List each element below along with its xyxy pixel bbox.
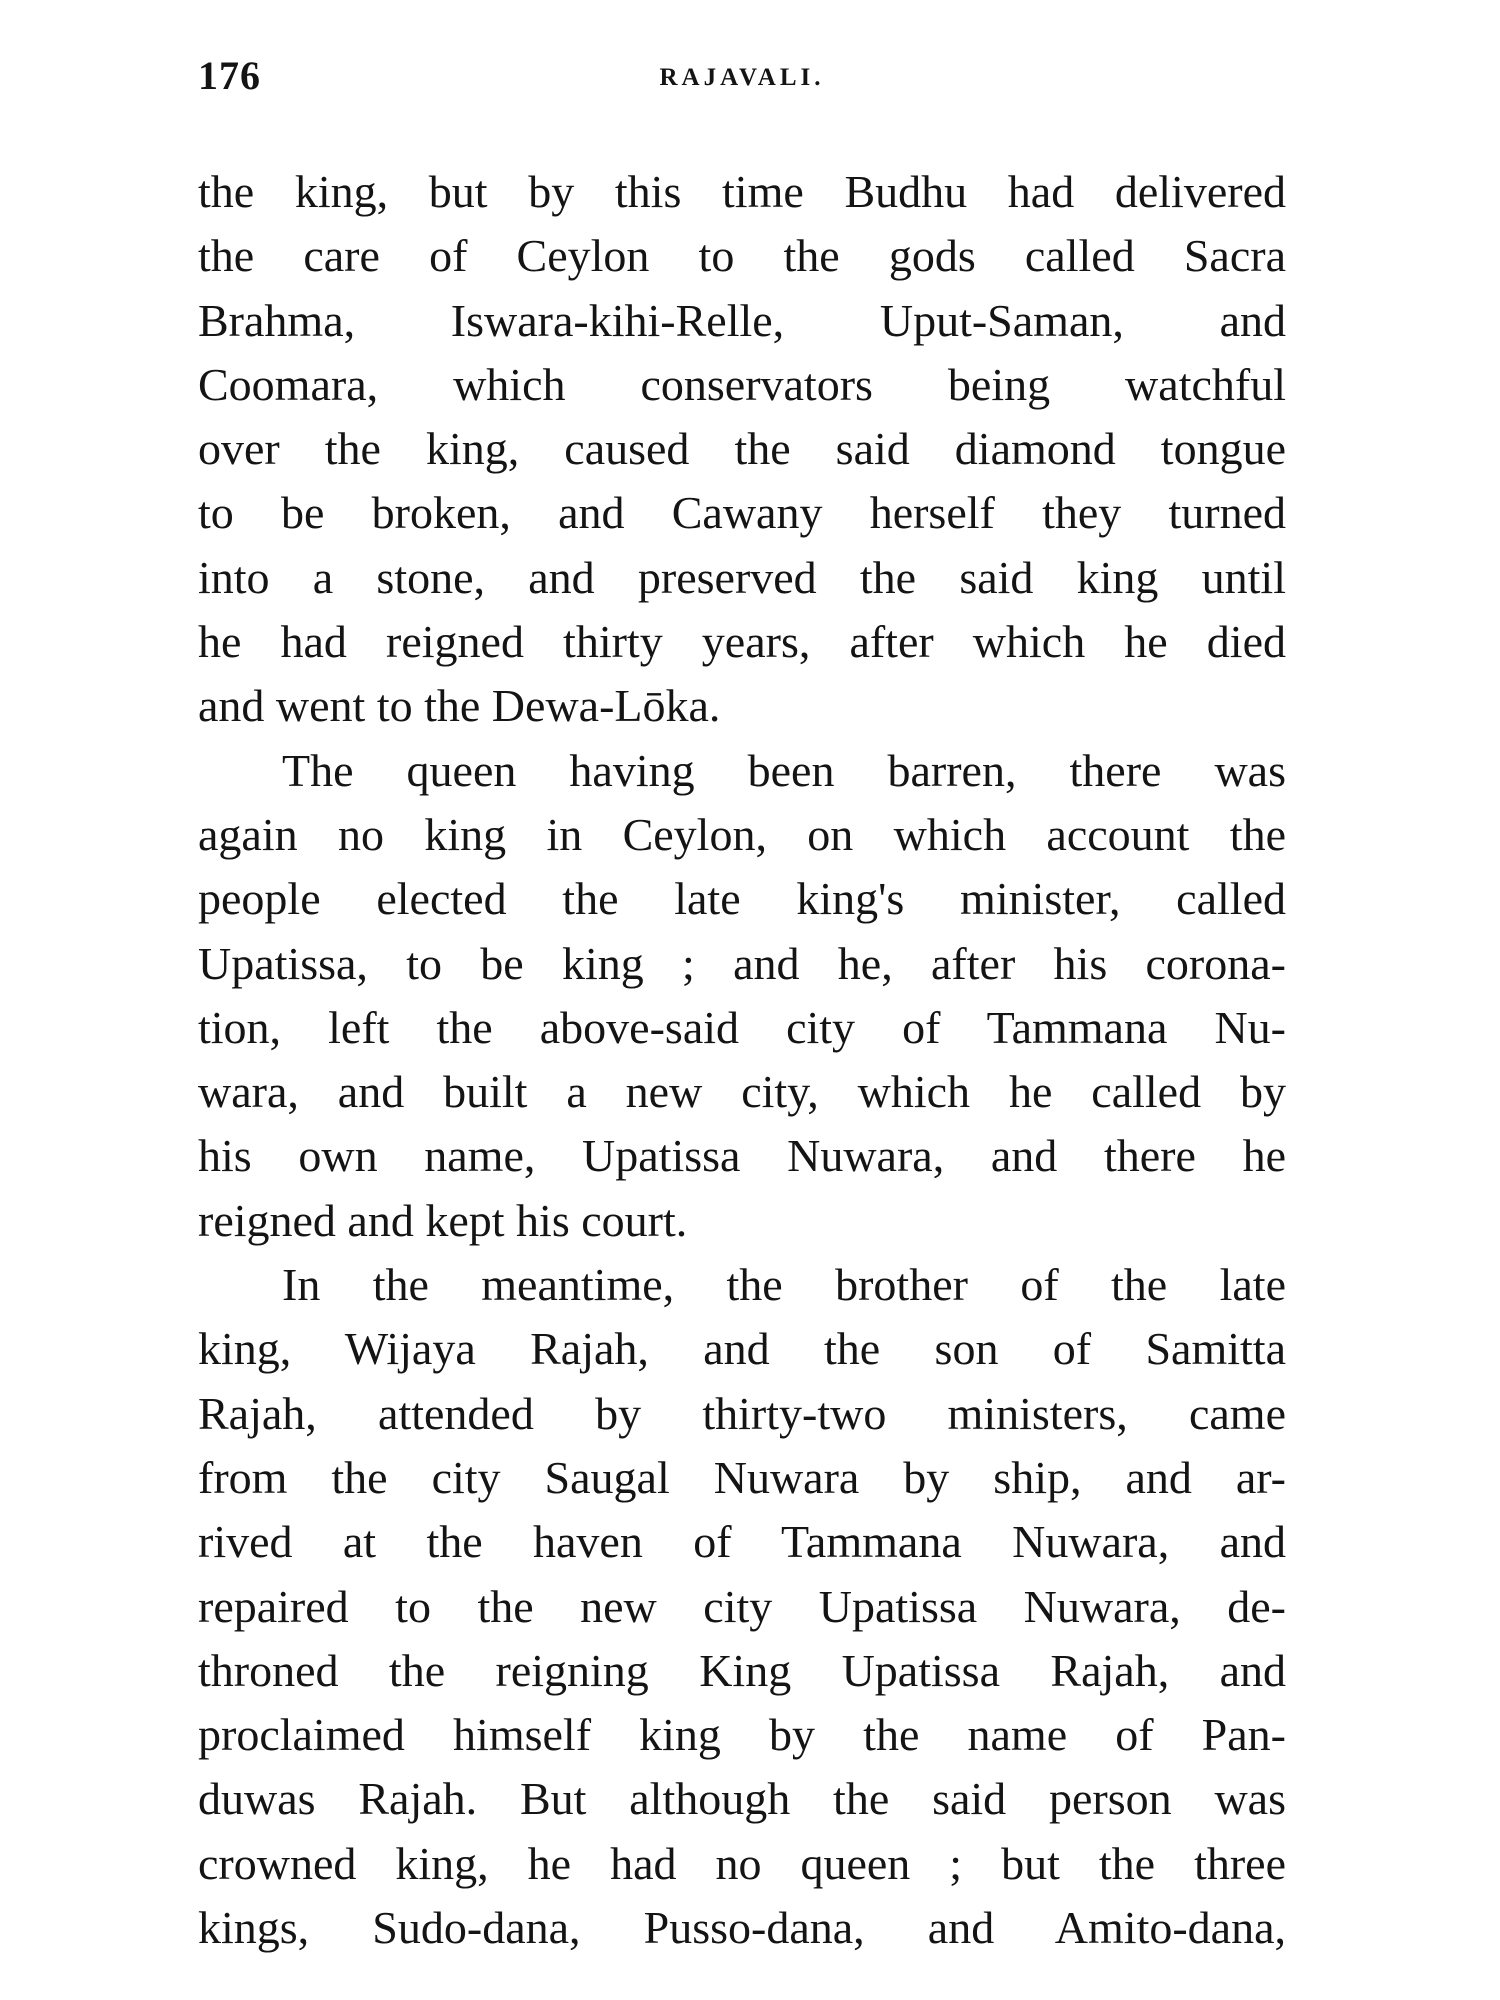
page-number: 176 <box>198 53 261 98</box>
text-line: rived at the haven of Tammana Nuwara, and <box>198 1516 1286 1568</box>
text-line: proclaimed himself king by the name of Pan- <box>198 1709 1286 1761</box>
text-line: from the city Saugal Nuwara by ship, and ar- <box>198 1451 1286 1503</box>
running-title: RAJAVALI. <box>659 64 825 91</box>
text-line: Rajah, attended by thirty-two ministers, came <box>198 1387 1286 1439</box>
text-line: wara, and built a new city, which he called by <box>198 1066 1286 1118</box>
text-line: Upatissa, to be king ; and he, after his corona- <box>198 937 1286 989</box>
body-text <box>198 160 1286 1960</box>
running-head <box>198 52 1286 112</box>
text-line: king, Wijaya Rajah, and the son of Samitta <box>198 1323 1286 1375</box>
text-line: people elected the late king's minister, called <box>198 873 1286 925</box>
text-line: Coomara, which conservators being watchful <box>198 358 1286 410</box>
text-line: Brahma, Iswara-kihi-Relle, Uput-Saman, and <box>198 294 1286 346</box>
text-line: over the king, caused the said diamond tongue <box>198 423 1286 475</box>
text-line: the king, but by this time Budhu had delivered <box>198 166 1286 217</box>
text-line: to be broken, and Cawany herself they turned <box>198 487 1286 539</box>
text-line: reigned and kept his court. <box>198 1194 688 1246</box>
text-line: again no king in Ceylon, on which account the <box>198 808 1286 860</box>
text-line: kings, Sudo-dana, Pusso-dana, and Amito-dana, <box>198 1902 1286 1954</box>
paragraph <box>198 1253 1286 1960</box>
text-line: his own name, Upatissa Nuwara, and there he <box>198 1130 1286 1182</box>
text-line: he had reigned thirty years, after which he died <box>198 616 1286 668</box>
text-line: In the meantime, the brother of the late <box>282 1259 1286 1311</box>
text-line: throned the reigning King Upatissa Rajah, and <box>198 1644 1286 1696</box>
text-line: and went to the Dewa-Lōka. <box>198 680 721 732</box>
text-line: into a stone, and preserved the said king until <box>198 551 1286 603</box>
paragraph <box>198 739 1286 1253</box>
text-line: duwas Rajah. But although the said person was <box>198 1773 1286 1825</box>
paragraph <box>198 160 1286 739</box>
text-line: tion, left the above-said city of Tammana Nu- <box>198 1001 1286 1053</box>
text-line: repaired to the new city Upatissa Nuwara, de- <box>198 1580 1286 1632</box>
text-line: crowned king, he had no queen ; but the three <box>198 1837 1286 1889</box>
text-line: the care of Ceylon to the gods called Sacra <box>198 230 1286 282</box>
text-line: The queen having been barren, there was <box>282 744 1286 796</box>
